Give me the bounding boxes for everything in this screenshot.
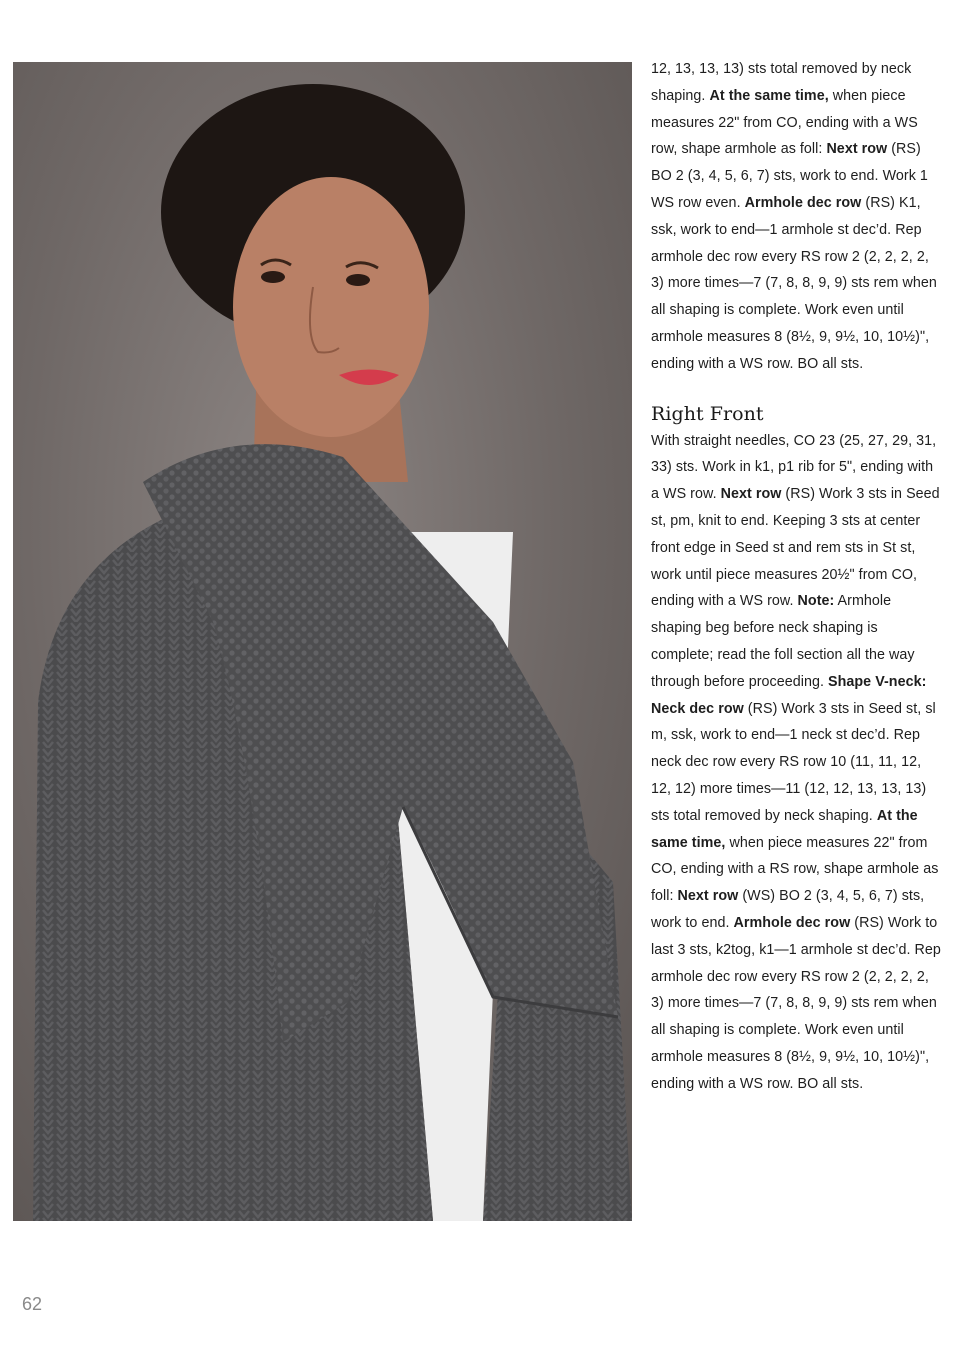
- continued-paragraph: [651, 56, 941, 378]
- text-run: With straight needles, CO 23 (25, 27, 29, 31, 33) sts. Work in k1, p1 rib for 5ʺ, ending with a WS row.: [651, 432, 937, 503]
- right-front-paragraph: [651, 428, 941, 1098]
- cardigan-photo: [13, 62, 632, 1221]
- text-run: when piece measures 22ʺ from CO, ending with a WS row, shape armhole as foll:: [651, 87, 918, 158]
- bold-term: Next row: [720, 486, 782, 503]
- bold-term: Armhole dec row: [744, 194, 862, 211]
- text-run: (WS) BO 2 (3, 4, 5, 6, 7) sts, work to end.: [651, 888, 925, 931]
- text-run: when piece measures 22ʺ from CO, ending with a RS row, shape armhole as foll:: [651, 834, 939, 905]
- pattern-instructions: [651, 56, 941, 1097]
- photo-illustration: [13, 62, 632, 1221]
- bold-term: Next row: [826, 141, 888, 158]
- bold-term: At the same time,: [651, 807, 918, 851]
- text-run: (RS) BO 2 (3, 4, 5, 6, 7) sts, work to end. Work 1 WS row even.: [651, 141, 928, 211]
- text-run: (RS) Work 3 sts in Seed st, sl m, ssk, work to end—1 neck st dec’d. Rep neck dec row every RS row 10 (11, 11, 12, 12, 12) more times—11 (12, 12, 13, 13, 13) sts total removed by neck shaping.: [651, 700, 936, 824]
- bold-term: Armhole dec row: [733, 914, 851, 931]
- text-run: 12, 13, 13, 13) sts total removed by neck shaping.: [651, 61, 912, 104]
- text-run: (RS) Work to last 3 sts, k2tog, k1—1 armhole st dec’d. Rep armhole dec row every RS row 2 (2, 2, 2, 2, 3) more times—7 (7, 8, 8, 9, 9) sts rem when all shaping is complete. Work even until armhole measures 8 (8½, 9, 9½, 10, 10½)ʺ, ending with a WS row. BO all sts.: [651, 914, 941, 1092]
- bold-term: Shape V-neck: Neck dec row: [651, 673, 927, 717]
- bold-term: At the same time,: [709, 87, 829, 104]
- page-number: 62: [22, 1294, 43, 1314]
- text-run: (RS) Work 3 sts in Seed st, pm, knit to end. Keeping 3 sts at center front edge in Seed st and rem sts in St st, work until piece measures 20½ʺ from CO, ending with a WS row.: [651, 486, 940, 610]
- face: [233, 177, 429, 437]
- bold-term: Next row: [677, 888, 739, 905]
- text-run: (RS) K1, ssk, work to end—1 armhole st dec’d. Rep armhole dec row every RS row 2 (2, 2, 2, 2, 3) more times—7 (7, 8, 8, 9, 9) sts rem when all shaping is complete. Work even until armhole measures 8 (8½, 9, 9½, 10, 10½)ʺ, ending with a WS row. BO all sts.: [651, 194, 937, 372]
- bold-term: Note:: [797, 593, 835, 610]
- text-run: Armhole shaping beg before neck shaping is complete; read the foll section all the way through before proceeding.: [651, 593, 915, 690]
- right-front-heading: Right Front: [651, 402, 764, 425]
